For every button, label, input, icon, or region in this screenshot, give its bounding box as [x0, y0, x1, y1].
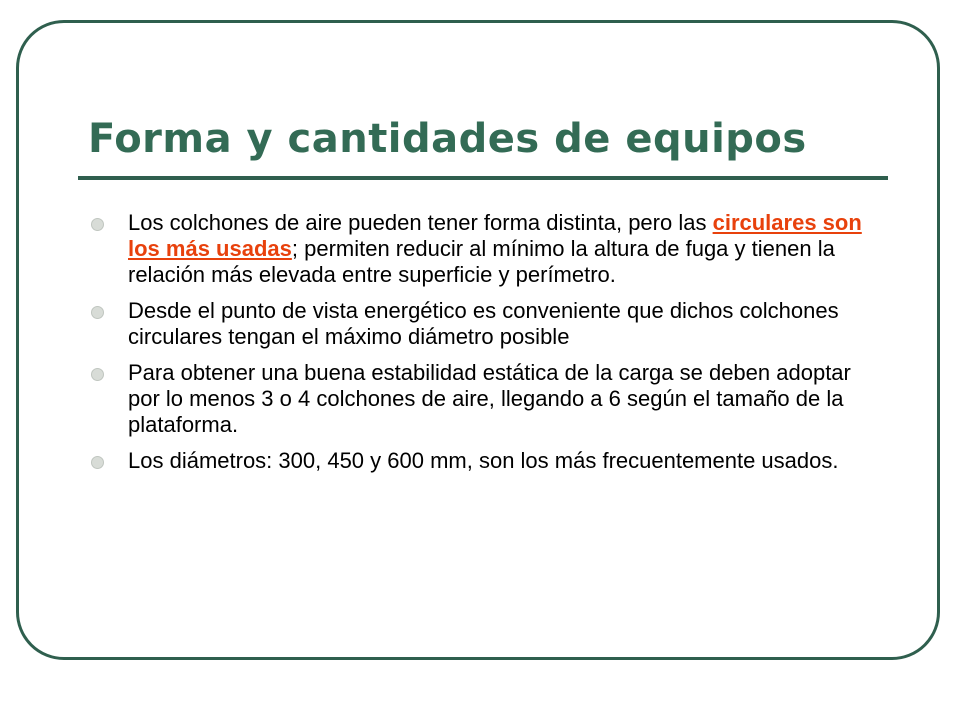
bullet-list: [90, 210, 880, 484]
bullet-dot-icon: [91, 368, 104, 381]
bullet-item: [90, 360, 880, 438]
bullet-text-before: Los colchones de aire pueden tener forma distinta, pero las: [128, 210, 713, 235]
highlighted-text: circulares son los más usadas: [128, 210, 862, 261]
bullet-item: [90, 298, 880, 350]
bullet-text: [128, 210, 862, 287]
bullet-text: Los diámetros: 300, 450 y 600 mm, son los más frecuentemente usados.: [128, 448, 839, 473]
bullet-text: Para obtener una buena estabilidad estática de la carga se deben adoptar por lo menos 3 o 4 colchones de aire, llegando a 6 según el tamaño de la plataforma.: [128, 360, 851, 437]
bullet-item: [90, 448, 880, 474]
bullet-dot-icon: [91, 218, 104, 231]
bullet-dot-icon: [91, 306, 104, 319]
title-underline: [78, 176, 888, 180]
bullet-dot-icon: [91, 456, 104, 469]
slide-title: Forma y cantidades de equipos: [88, 116, 807, 162]
bullet-item: [90, 210, 880, 288]
bullet-text-after: ; permiten reducir al mínimo la altura de fuga y tienen la relación más elevada entre superficie y perímetro.: [128, 236, 835, 287]
bullet-text: Desde el punto de vista energético es conveniente que dichos colchones circulares tengan el máximo diámetro posible: [128, 298, 839, 349]
